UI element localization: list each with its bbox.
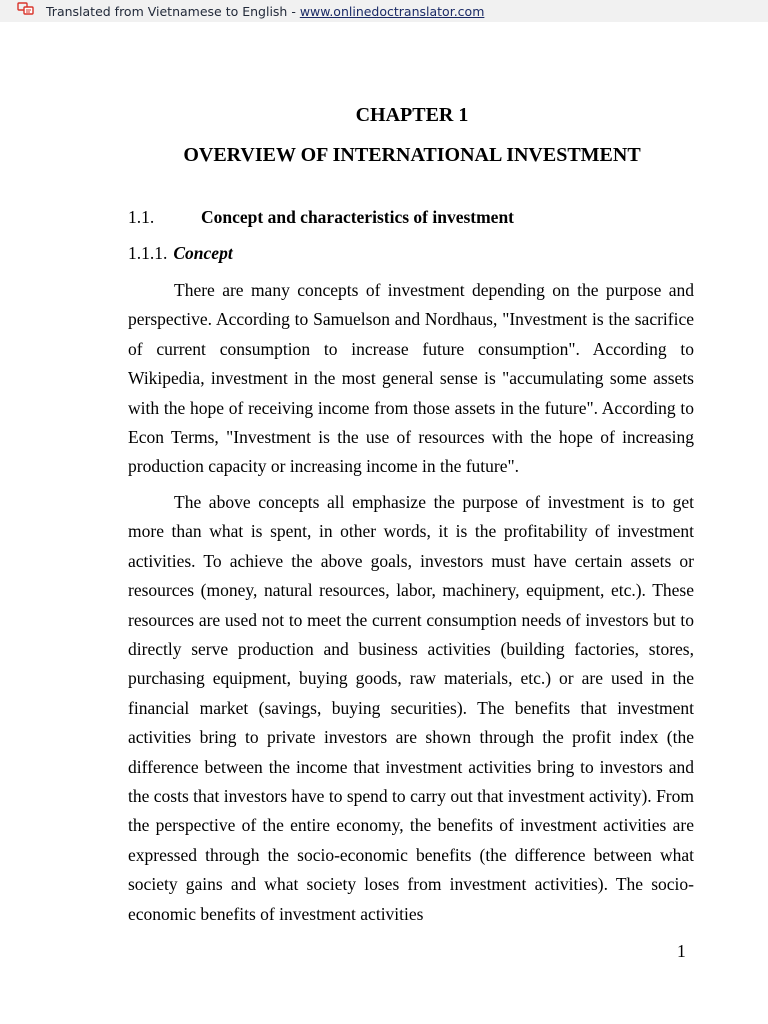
page-number: 1 bbox=[677, 941, 686, 961]
chapter-label: CHAPTER 1 bbox=[355, 104, 469, 126]
banner-prefix: Translated from Vietnamese to English - bbox=[46, 4, 300, 19]
translate-icon bbox=[17, 2, 35, 16]
section-title: Concept and characteristics of investment bbox=[201, 207, 515, 227]
section-number: 1.1. bbox=[128, 207, 155, 227]
subsection-title: Concept bbox=[173, 243, 233, 263]
section-heading bbox=[128, 206, 514, 228]
chapter-title: OVERVIEW OF INTERNATIONAL INVESTMENT bbox=[183, 144, 641, 166]
paragraph-2: The above concepts all emphasize the purpose of investment is to get more than what is spent, in other words, it is the profitability of investment activities. To achieve the above goals, investors must have certain assets or resources (money, natural resources, labor, machinery, equipment, etc.). These resources are used not to meet the current consumption needs of investors but to directly serve production and business activities (building factories, stores, purchasing equipment, buying goods, raw materials, etc.) or are used in the financial market (savings, buying securities). The benefits that investment activities bring to private investors are shown through the profit index (the difference between the income that investment activities bring to investors and the costs that investors have to spend to carry out that investment activity). From the perspective of the entire economy, the benefits of investment activities are expressed through the socio-economic benefits (the difference between what society gains and what society loses from investment activities). The socio-economic benefits of investment activities bbox=[128, 492, 694, 924]
banner-text bbox=[46, 2, 484, 22]
subsection-number: 1.1.1. bbox=[128, 243, 168, 263]
translator-link[interactable]: www.onlinedoctranslator.com bbox=[299, 4, 485, 19]
paragraph-1: There are many concepts of investment depending on the purpose and perspective. According to Samuelson and Nordhaus, "Investment is the sacrifice of current consumption to increase future consumption". According to Wikipedia, investment in the most general sense is "accumulating some assets with the hope of receiving income from those assets in the future". According to Econ Terms, "Investment is the use of resources with the hope of increasing production capacity or increasing income in the future". bbox=[128, 280, 694, 477]
subsection-heading bbox=[128, 242, 233, 264]
translation-banner bbox=[0, 0, 768, 22]
